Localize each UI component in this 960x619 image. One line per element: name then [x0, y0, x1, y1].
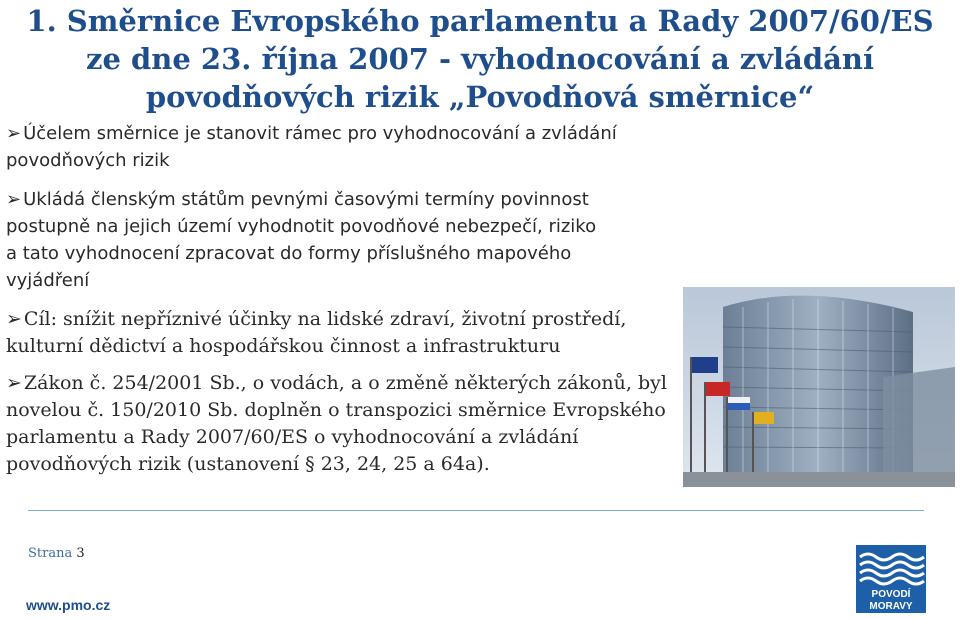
page-number: 3	[76, 546, 85, 561]
title-line-2: ze dne 23. října 2007 - vyhodnocování a zvládání	[85, 42, 875, 76]
bullet-law	[6, 370, 667, 478]
parliament-photo	[683, 287, 955, 487]
bullet-text-line: povodňových rizik (ustanovení § 23, 24, 25 a 64a).	[6, 453, 490, 475]
title-line-1: 1. Směrnice Evropského parlamentu a Rady 2007/60/ES	[26, 4, 934, 38]
arrow-bullet-icon: ➢	[6, 372, 22, 394]
bullet-purpose	[6, 120, 617, 174]
footer-divider	[28, 510, 924, 511]
bullet-text-line: Cíl: snížit nepříznivé účinky na lidské zdraví, životní prostředí,	[23, 308, 627, 330]
svg-text:MORAVY: MORAVY	[869, 601, 913, 612]
title-line-3: povodňových rizik „Povodňová směrnice“	[145, 80, 815, 114]
arrow-bullet-icon: ➢	[6, 123, 22, 144]
bullet-text-line: vyjádření	[6, 270, 90, 291]
page-label-text: Strana	[28, 546, 73, 561]
bullet-text-line: parlamentu a Rady 2007/60/ES o vyhodnocování a zvládání	[6, 426, 579, 448]
slide-title	[0, 2, 960, 116]
bullet-text-line: a tato vyhodnocení zpracovat do formy příslušného mapového	[6, 243, 572, 264]
bullet-obligation	[6, 186, 596, 294]
bullet-text-line: Ukládá členským státům pevnými časovými termíny povinnost	[23, 189, 589, 210]
bullet-text-line: Účelem směrnice je stanovit rámec pro vyhodnocování a zvládání	[23, 123, 617, 144]
arrow-bullet-icon: ➢	[6, 308, 22, 330]
bullet-text-line: kulturní dědictví a hospodářskou činnost a infrastrukturu	[6, 335, 561, 357]
bullet-text-line: Zákon č. 254/2001 Sb., o vodách, a o změně některých zákonů, byl	[23, 372, 667, 394]
bullet-text-line: povodňových rizik	[6, 150, 170, 171]
page-indicator	[28, 546, 85, 561]
bullet-text-line: novelou č. 150/2010 Sb. doplněn o transpozici směrnice Evropského	[6, 399, 666, 421]
povodi-moravy-logo	[856, 545, 926, 613]
bullet-text-line: postupně na jejich území vyhodnotit povodňové nebezpečí, riziko	[6, 216, 597, 237]
svg-text:POVODÍ: POVODÍ	[871, 589, 911, 600]
arrow-bullet-icon: ➢	[6, 189, 22, 210]
bullet-goal	[6, 306, 626, 360]
website-link[interactable]: www.pmo.cz	[26, 597, 111, 613]
